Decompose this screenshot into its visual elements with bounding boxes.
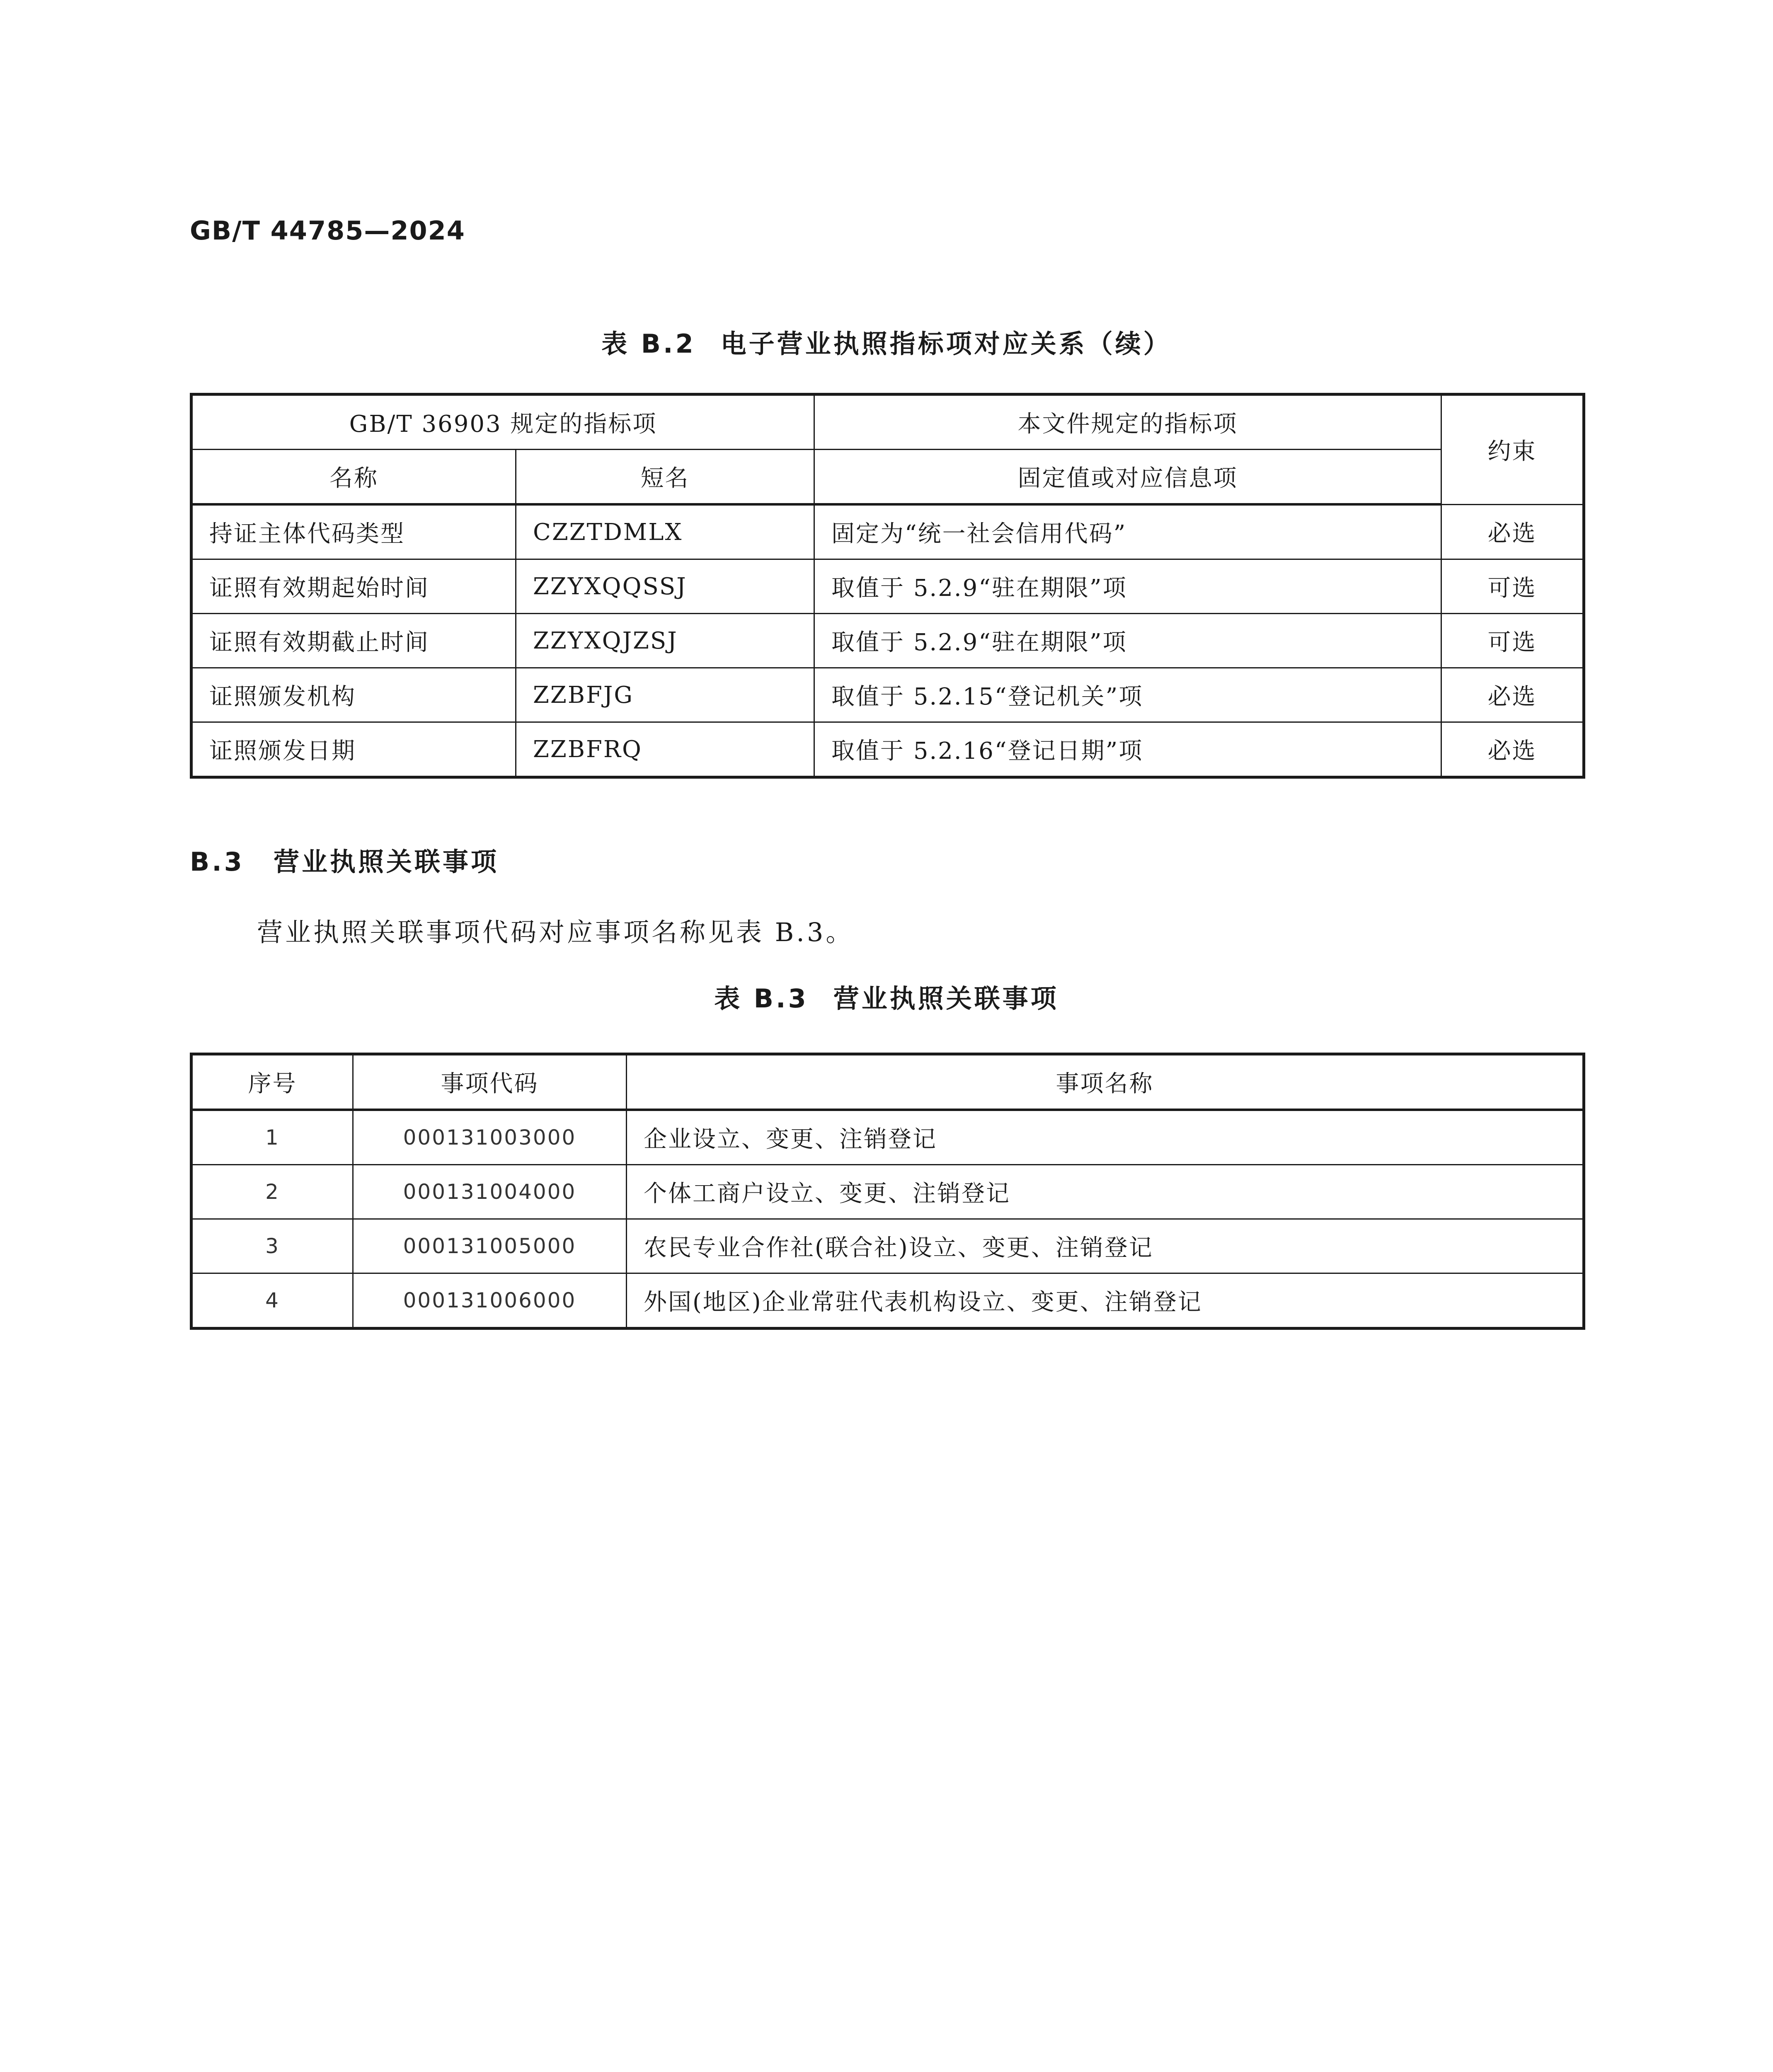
table-row xyxy=(191,504,1584,559)
table-b2-caption-title: 电子营业执照指标项对应关系（续） xyxy=(720,329,1172,359)
table-b3 xyxy=(190,1053,1585,1330)
table-b2-caption-number: 表 B.2 xyxy=(601,329,696,359)
cell-code: 000131003000 xyxy=(353,1110,627,1165)
table-b3-caption-number: 表 B.3 xyxy=(714,983,809,1014)
cell-seq: 2 xyxy=(191,1165,353,1219)
table-b2-caption xyxy=(0,323,1773,360)
cell-constraint: 必选 xyxy=(1441,504,1584,559)
cell-name: 证照有效期截止时间 xyxy=(191,614,516,668)
cell-short: ZZYXQJZSJ xyxy=(516,614,814,668)
header-short-name: 短名 xyxy=(516,450,814,505)
standard-code: GB/T 44785—2024 xyxy=(190,215,465,246)
cell-seq: 1 xyxy=(191,1110,353,1165)
cell-name: 证照有效期起始时间 xyxy=(191,559,516,614)
cell-value: 取值于 5.2.15“登记机关”项 xyxy=(814,668,1441,722)
table-subheader-row xyxy=(191,450,1584,505)
header-gbt-indicators: GB/T 36903 规定的指标项 xyxy=(191,395,814,450)
table-row xyxy=(191,559,1584,614)
cell-constraint: 可选 xyxy=(1441,559,1584,614)
cell-value: 固定为“统一社会信用代码” xyxy=(814,504,1441,559)
header-code: 事项代码 xyxy=(353,1054,627,1110)
section-paragraph: 营业执照关联事项代码对应事项名称见表 B.3。 xyxy=(257,917,854,947)
cell-constraint: 必选 xyxy=(1441,722,1584,777)
cell-item-name: 农民专业合作社(联合社)设立、变更、注销登记 xyxy=(627,1219,1584,1273)
section-number: B.3 xyxy=(190,847,245,877)
header-constraint: 约束 xyxy=(1441,395,1584,505)
header-this-doc-indicators: 本文件规定的指标项 xyxy=(814,395,1441,450)
table-row xyxy=(191,722,1584,777)
cell-code: 000131005000 xyxy=(353,1219,627,1273)
table-b2 xyxy=(190,393,1585,779)
table-row xyxy=(191,1110,1584,1165)
cell-value: 取值于 5.2.9“驻在期限”项 xyxy=(814,614,1441,668)
cell-name: 证照颁发机构 xyxy=(191,668,516,722)
header-value: 固定值或对应信息项 xyxy=(814,450,1441,505)
cell-item-name: 个体工商户设立、变更、注销登记 xyxy=(627,1165,1584,1219)
cell-name: 证照颁发日期 xyxy=(191,722,516,777)
cell-code: 000131006000 xyxy=(353,1273,627,1329)
cell-value: 取值于 5.2.16“登记日期”项 xyxy=(814,722,1441,777)
table-row xyxy=(191,614,1584,668)
cell-short: ZZYXQQSSJ xyxy=(516,559,814,614)
table-header-row xyxy=(191,395,1584,450)
cell-constraint: 可选 xyxy=(1441,614,1584,668)
section-title: 营业执照关联事项 xyxy=(273,847,499,877)
table-row xyxy=(191,1165,1584,1219)
cell-short: CZZTDMLX xyxy=(516,504,814,559)
table-row xyxy=(191,1219,1584,1273)
cell-item-name: 外国(地区)企业常驻代表机构设立、变更、注销登记 xyxy=(627,1273,1584,1329)
cell-constraint: 必选 xyxy=(1441,668,1584,722)
table-b3-caption-title: 营业执照关联事项 xyxy=(833,983,1059,1014)
section-heading-b3 xyxy=(190,841,499,878)
header-seq: 序号 xyxy=(191,1054,353,1110)
table-row xyxy=(191,668,1584,722)
cell-seq: 4 xyxy=(191,1273,353,1329)
cell-item-name: 企业设立、变更、注销登记 xyxy=(627,1110,1584,1165)
cell-seq: 3 xyxy=(191,1219,353,1273)
table-b3-caption xyxy=(0,978,1773,1015)
cell-short: ZZBFJG xyxy=(516,668,814,722)
table-row xyxy=(191,1273,1584,1329)
cell-short: ZZBFRQ xyxy=(516,722,814,777)
header-item-name: 事项名称 xyxy=(627,1054,1584,1110)
table-header-row xyxy=(191,1054,1584,1110)
cell-code: 000131004000 xyxy=(353,1165,627,1219)
cell-value: 取值于 5.2.9“驻在期限”项 xyxy=(814,559,1441,614)
cell-name: 持证主体代码类型 xyxy=(191,504,516,559)
header-name: 名称 xyxy=(191,450,516,505)
